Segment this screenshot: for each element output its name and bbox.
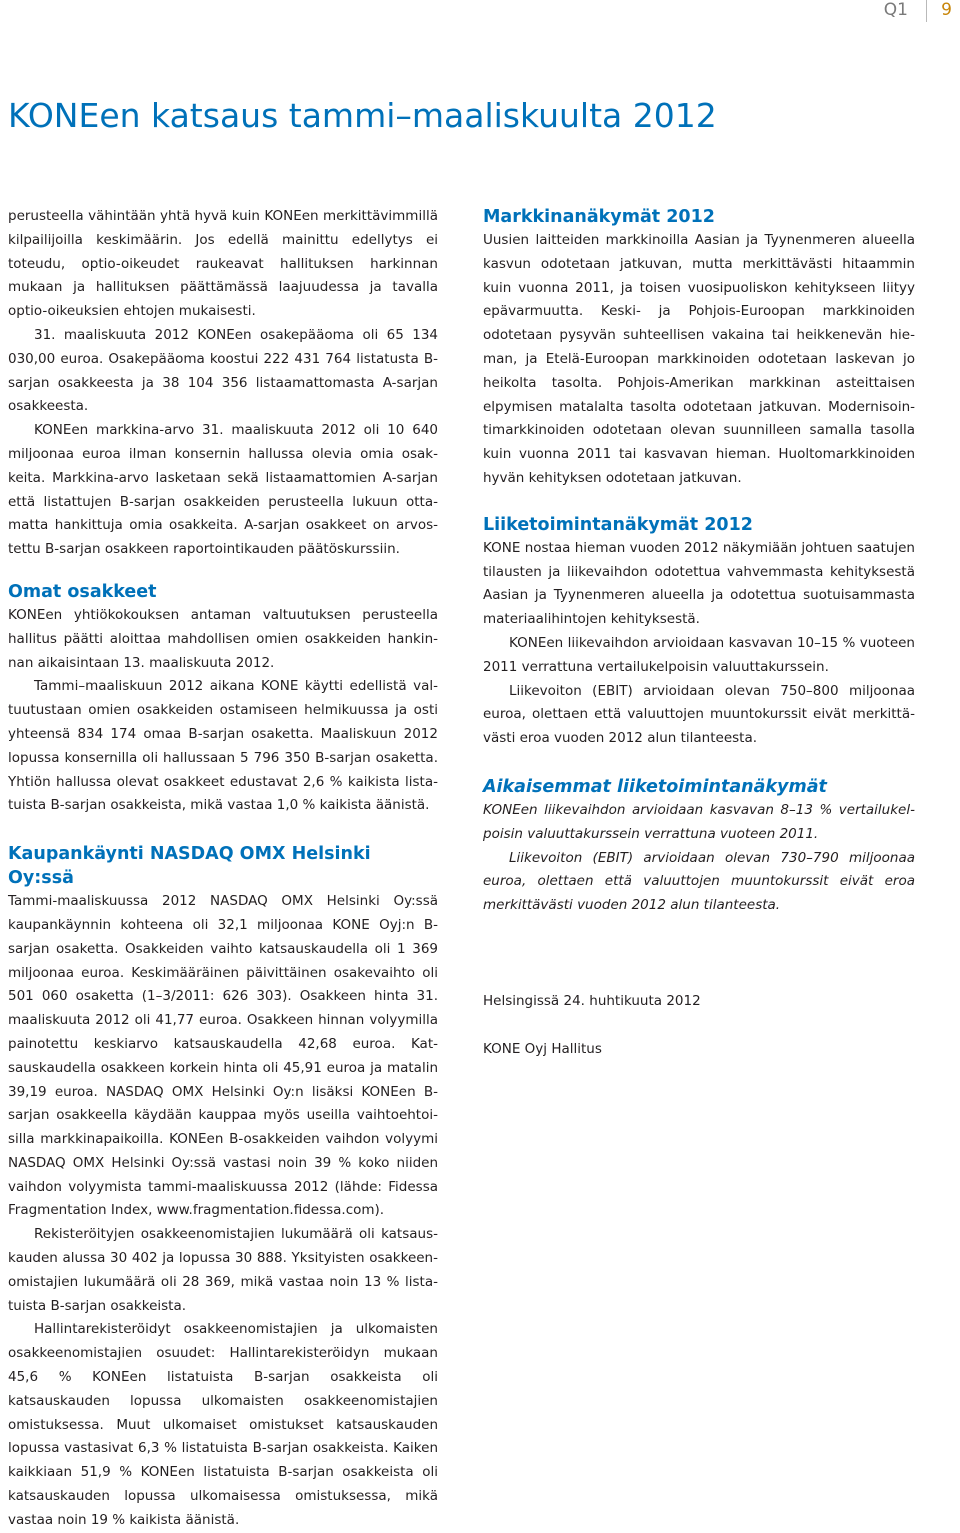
kaupankaynti-paragraph-2: Rekisteröityjen osakkeenomistajien lukumäärä oli katsauskauden alussa 30 402 ja lopussa 30 888. Yksityisten osakkeenomistajien lukumäärä oli 28 369, mikä vastaa noin 13 % listatuista B-sarjan osakkeista. (8, 1226, 438, 1314)
kaupankaynti-paragraph-3: Hallintarekisteröidyt osakkeenomistajien ja ulkomaisten osakkeenomistajien osuudet: Hallintarekisteröidyn mukaan 45,6 % KONEen listatuista B-sarjan osakkeista oli katsauskauden lopussa ulkomaisten osakkeenomistajien omistuksessa. Muut ulkomaiset omistukset katsauskauden lopussa vastasivat 6,3 % listatuista B-sarjan osakkeista. Kaiken kaikkiaan 51,9 % KONEen listatuista B-sarjan osakkeista oli katsauskauden lopussa ulkomaisessa omistuksessa, mikä vastaa noin 19 % kaikista äänistä. (8, 1321, 438, 1528)
section-heading-liiketoimintanakymat: Liiketoimintanäkymät 2012 (483, 514, 753, 535)
liiketoiminta-paragraph-3: Liikevoiton (EBIT) arvioidaan olevan 750–800 miljoonaa euroa, olettaen että valuuttojen muuntokurssit eivät merkittävästi eroa vuoden 2012 alun tilanteesta. (483, 682, 915, 747)
markkina-paragraph: Uusien laitteiden markkinoilla Aasian ja Tyynenmeren alueella kasvun odotetaan jatkuvan, mutta merkittävästi hitaammin kuin vuonna 2011, ja toisen vuosipuoliskon kehitykseen liityy epävarmuutta. Keski- ja Pohjois-Euroopan markkinoiden odotetaan pysyvän suhteellisen vakaina tai heikkenevän hieman, ja Etelä-Euroopan markkinoiden odotetaan laskevan jo heikolta tasolta. Pohjois-Amerikan markkinan asteittaisen elpymisen matalalta tasolta odotetaan jatkuvan. Modernisointimarkkinoiden odotetaan olevan suunnilleen samalla tasolla kuin vuonna 2011 tai kasvavan hieman. Huoltomarkkinoiden hyvän kehityksen odotetaan jatkuvan. (483, 232, 915, 486)
page-number: 9 (941, 0, 952, 20)
right-column (483, 205, 915, 1062)
aiemmat-paragraph-2: Liikevoiton (EBIT) arvioidaan olevan 730–790 miljoonaa euroa, olettaen että valuuttojen muuntokurssit eivät eroa merkittävästi vuoden 2012 alun tilanteesta. (483, 849, 915, 914)
section-label: Q1 (883, 0, 908, 20)
aiemmat-paragraph-1: KONEen liikevaihdon arvioidaan kasvavan 8–13 % vertailukelpoisin valuuttakurssein verrattuna vuoteen 2011. (483, 801, 915, 842)
section-heading-markkinanakymat: Markkinanäkymät 2012 (483, 207, 715, 227)
liiketoiminta-paragraph-2: KONEen liikevaihdon arvioidaan kasvavan 10–15 % vuoteen 2011 verrattuna vertailukelpoisin valuuttakurssein. (483, 634, 915, 675)
kaupankaynti-paragraph-1: Tammi-maaliskuussa 2012 NASDAQ OMX Helsinki Oy:ssä kaupankäynnin kohteena oli 32,1 miljoonaa KONE Oyj:n B-sarjan osaketta. Osakkeiden vaihto katsauskaudella oli 1 369 miljoonaa euroa. Keskimääräinen päivittäinen osakevaihto oli 501 060 osaketta (1–3/2011: 626 303). Osakkeen hinta 31. maaliskuuta 2012 oli 41,77 euroa. Osakkeen hinnan volyymilla painotettu keskiarvo katsauskaudella 42,68 euroa. Katsauskaudella osakkeen korkein hinta oli 45,91 euroa ja matalin 39,19 euroa. NASDAQ OMX Helsinki Oy:n lisäksi KONEen B-sarjan osakkeella käydään kauppaa myös useilla vaihtoehtoisilla markkinapaikoilla. KONEen B-osakkeiden vaihdon volyymi NASDAQ OMX Helsinki Oy:ssä vastasi noin 39 % koko niiden vaihdon volyymista tammi-maaliskuussa 2012 (lähde: Fidessa Fragmentation Index, www.fragmentation.fidessa.com). (8, 893, 438, 1219)
page-title: KONEen katsaus tammi–maaliskuulta 2012 (8, 96, 717, 135)
intro-paragraph-2: 31. maaliskuuta 2012 KONEen osakepääoma oli 65 134 030,00 euroa. Osakepääoma koostui 222 431 764 listatusta B-sarjan osakkeesta ja 38 104 356 listaamattomasta A-sarjan osakkeesta. (8, 326, 438, 415)
liiketoiminta-paragraph-1: KONE nostaa hieman vuoden 2012 näkymiään johtuen saatujen tilausten ja liikevaihdon odotettua vahvemmasta kehityksestä Aasian ja Tyynenmeren alueella ja odotettua suotuisammasta materiaalihintojen kehityksestä. (483, 539, 915, 628)
signature-signer: KONE Oyj Hallitus (483, 1040, 602, 1057)
section-heading-omat-osakkeet: Omat osakkeet (8, 581, 157, 602)
signature-place-date: Helsingissä 24. huhtikuuta 2012 (483, 992, 701, 1009)
section-heading-kaupankaynti: Kaupankäynti NASDAQ OMX Helsinki Oy:ssä (8, 844, 371, 889)
intro-paragraph-1: perusteella vähintään yhtä hyvä kuin KONEen merkittävimmillä kilpailijoilla keskimäärin. Jos edellä mainittu edellytys ei toteudu, optio-oikeudet raukeavat hallituksen harkinnan mukaan ja hallituksen päättämässä laajuudessa ja tavalla optio-oikeuksien ehtojen mukaisesti. (8, 208, 438, 320)
section-heading-aiemmat-nakymat: Aikaisemmat liiketoimintanäkymät (483, 776, 827, 797)
header-divider (926, 0, 927, 22)
intro-paragraph-3: KONEen markkina-arvo 31. maaliskuuta 2012 oli 10 640 miljoonaa euroa ilman konsernin hallussa olevia omia osakkeita. Markkina-arvo lasketaan sekä listaamattomien A-sarjan että listattujen B-sarjan osakkeiden perusteella lukuun ottamatta hankittuja omia osakkeita. A-sarjan osakkeet on arvostettu B-sarjan osakkeen raportointikauden päätöskurssiin. (8, 422, 438, 558)
omat-paragraph-2: Tammi–maaliskuun 2012 aikana KONE käytti edellistä valtuutustaan omien osakkeiden ostamiseen helmikuussa ja osti yhteensä 834 174 omaa B-sarjan osaketta. Maaliskuun 2012 lopussa konsernilla oli hallussaan 5 796 350 B-sarjan osaketta. Yhtiön hallussa olevat osakkeet edustavat 2,6 % kaikista listatuista B-sarjan osakkeista, mikä vastaa 1,0 % kaikista äänistä. (8, 678, 438, 814)
omat-paragraph-1: KONEen yhtiökokouksen antaman valtuutuksen perusteella hallitus päätti aloittaa mahdollisen omien osakkeiden hankinnan aikaisintaan 13. maaliskuuta 2012. (8, 606, 438, 671)
left-column (8, 205, 438, 1533)
